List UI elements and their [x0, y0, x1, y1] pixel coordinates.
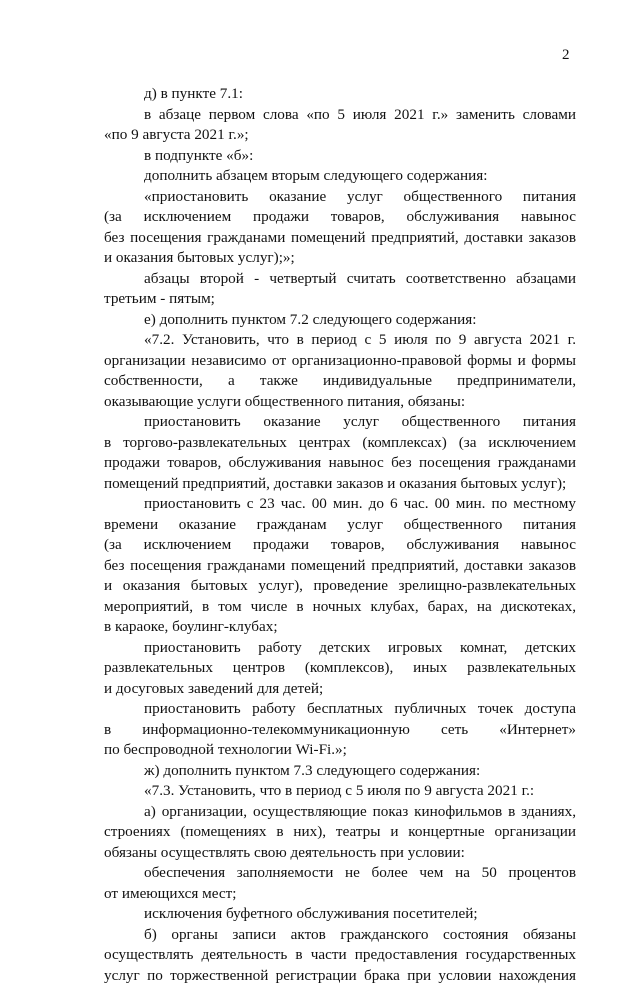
text-line: без посещения гражданами помещений предприятий, доставки заказов: [104, 228, 576, 249]
text-line: а) организации, осуществляющие показ кинофильмов в зданиях,: [104, 802, 576, 823]
text-line: мероприятий, в том числе в ночных клубах, барах, на дискотеках,: [104, 597, 576, 618]
text-line: в торгово-развлекательных центрах (комплексах) (за исключением: [104, 433, 576, 454]
text-line: ж) дополнить пунктом 7.3 следующего содержания:: [104, 761, 576, 782]
text-line: развлекательных центров (комплексов), иных развлекательных: [104, 658, 576, 679]
text-line: продажи товаров, обслуживания навынос без посещения гражданами: [104, 453, 576, 474]
text-line: абзацы второй - четвертый считать соответственно абзацами: [104, 269, 576, 290]
text-line: б) органы записи актов гражданского состояния обязаны: [104, 925, 576, 946]
page-number: 2: [562, 46, 570, 64]
text-line: приостановить работу бесплатных публичных точек доступа: [104, 699, 576, 720]
text-line: в информационно-телекоммуникационную сеть «Интернет»: [104, 720, 576, 741]
text-line: приостановить работу детских игровых комнат, детских: [104, 638, 576, 659]
text-line: без посещения гражданами помещений предприятий, доставки заказов: [104, 556, 576, 577]
text-line: «приостановить оказание услуг общественного питания: [104, 187, 576, 208]
text-line: организации независимо от организационно-правовой формы и формы: [104, 351, 576, 372]
text-line: е) дополнить пунктом 7.2 следующего содержания:: [104, 310, 576, 331]
text-line: собственности, а также индивидуальные предприниматели,: [104, 371, 576, 392]
text-line: «7.2. Установить, что в период с 5 июля по 9 августа 2021 г.: [104, 330, 576, 351]
text-line: обязаны осуществлять свою деятельность при условии:: [104, 843, 576, 864]
text-line: осуществлять деятельность в части предоставления государственных: [104, 945, 576, 966]
text-line: в караоке, боулинг-клубах;: [104, 617, 576, 638]
text-line: в подпункте «б»:: [104, 146, 576, 167]
text-line: д) в пункте 7.1:: [104, 84, 576, 105]
text-line: «7.3. Установить, что в период с 5 июля по 9 августа 2021 г.:: [104, 781, 576, 802]
text-line: (за исключением продажи товаров, обслуживания навынос: [104, 207, 576, 228]
text-line: в абзаце первом слова «по 5 июля 2021 г.» заменить словами: [104, 105, 576, 126]
document-body: [104, 84, 576, 986]
text-line: приостановить оказание услуг общественного питания: [104, 412, 576, 433]
text-line: (за исключением продажи товаров, обслуживания навынос: [104, 535, 576, 556]
text-line: времени оказание гражданам услуг общественного питания: [104, 515, 576, 536]
text-line: по беспроводной технологии Wi-Fi.»;: [104, 740, 576, 761]
text-line: строениях (помещениях в них), театры и концертные организации: [104, 822, 576, 843]
text-line: и досуговых заведений для детей;: [104, 679, 576, 700]
text-line: исключения буфетного обслуживания посетителей;: [104, 904, 576, 925]
text-line: оказывающие услуги общественного питания, обязаны:: [104, 392, 576, 413]
text-line: и оказания бытовых услуг), проведение зрелищно-развлекательных: [104, 576, 576, 597]
text-line: и оказания бытовых услуг);»;: [104, 248, 576, 269]
text-line: помещений предприятий, доставки заказов и оказания бытовых услуг);: [104, 474, 576, 495]
text-line: обеспечения заполняемости не более чем на 50 процентов: [104, 863, 576, 884]
text-line: дополнить абзацем вторым следующего содержания:: [104, 166, 576, 187]
text-line: услуг по торжественной регистрации брака при условии нахождения: [104, 966, 576, 986]
text-line: третьим - пятым;: [104, 289, 576, 310]
text-line: от имеющихся мест;: [104, 884, 576, 905]
text-line: «по 9 августа 2021 г.»;: [104, 125, 576, 146]
text-line: приостановить с 23 час. 00 мин. до 6 час. 00 мин. по местному: [104, 494, 576, 515]
